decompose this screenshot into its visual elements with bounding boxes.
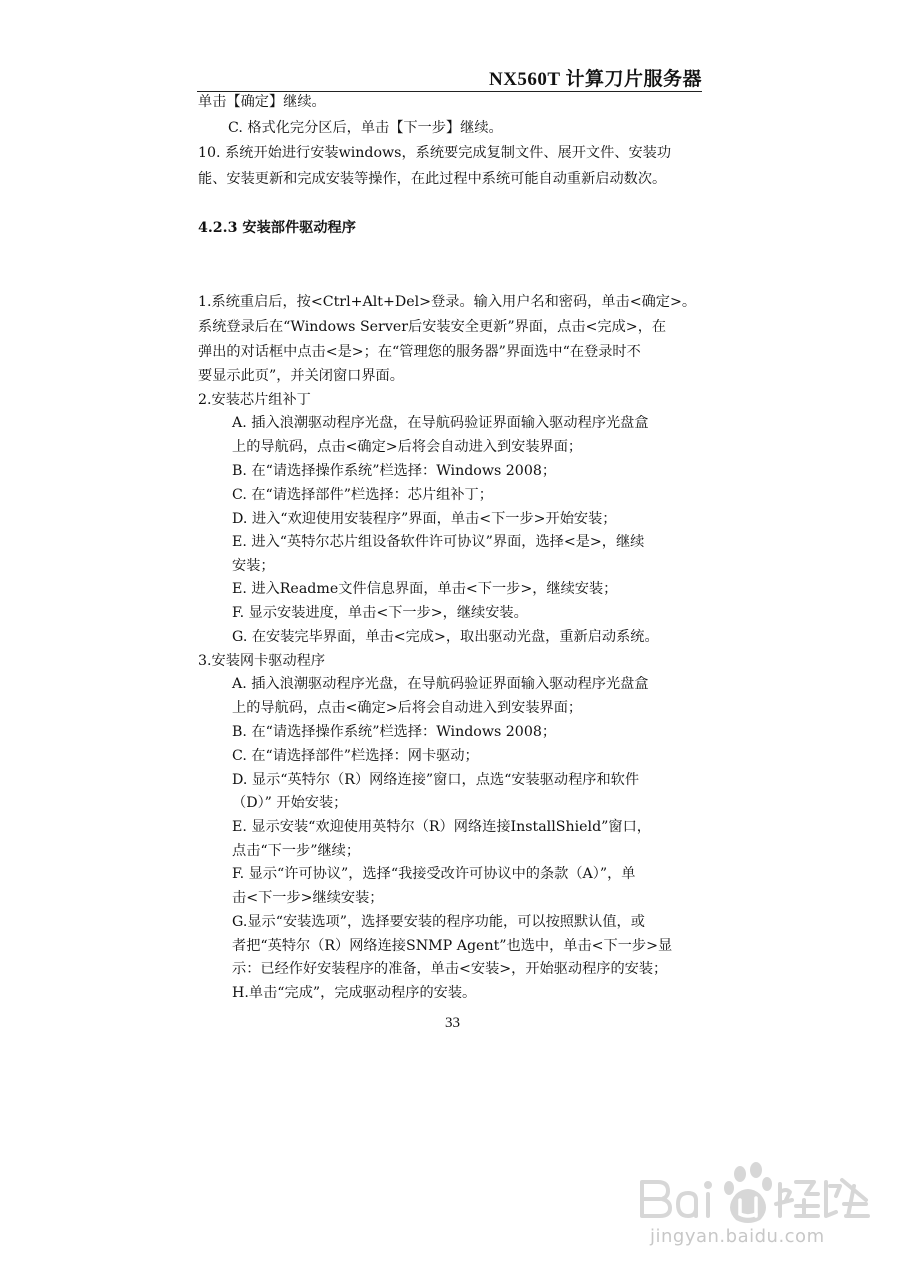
- text-line: F. 显示“许可协议”，选择“我接受改许可协议中的条款（A）”，单: [232, 866, 636, 882]
- text-line: 2.安装芯片组补丁: [198, 392, 311, 408]
- text-line: 上的导航码，点击<确定>后将会自动进入到安装界面；: [232, 700, 583, 716]
- text-line: 能、安装更新和完成安装等操作，在此过程中系统可能自动重新启动数次。: [198, 171, 667, 187]
- text-line: （D）” 开始安装；: [232, 795, 348, 811]
- text-line: E. 进入“英特尔芯片组设备软件许可协议”界面，选择<是>，继续: [232, 534, 645, 550]
- text-line: F. 显示安装进度，单击<下一步>，继续安装。: [232, 605, 528, 621]
- text-line: E. 进入Readme文件信息界面，单击<下一步>，继续安装；: [232, 581, 618, 597]
- section-heading: 4.2.3 安装部件驱动程序: [198, 220, 356, 236]
- header-rule: [197, 91, 702, 92]
- text-line: 安装；: [232, 558, 275, 574]
- text-line: D. 显示“英特尔（R）网络连接”窗口，点选“安装驱动程序和软件: [232, 772, 640, 788]
- text-line: 击<下一步>继续安装；: [232, 890, 384, 906]
- text-line: 单击【确定】继续。: [198, 94, 326, 110]
- text-line: D. 进入“欢迎使用安装程序”界面，单击<下一步>开始安装；: [232, 511, 617, 527]
- watermark-url: jingyan.baidu.com: [650, 1226, 825, 1247]
- text-line: B. 在“请选择操作系统”栏选择：Windows 2008；: [232, 463, 557, 479]
- text-line: 弹出的对话框中点击<是>；在“管理您的服务器”界面选中“在登录时不: [198, 344, 641, 360]
- text-line: C. 在“请选择部件”栏选择：网卡驱动；: [232, 748, 479, 764]
- text-line: G. 在安装完毕界面，单击<完成>，取出驱动光盘，重新启动系统。: [232, 629, 659, 645]
- text-line: 点击“下一步”继续；: [232, 843, 361, 859]
- baidu-jingyan-logo-icon: [636, 1160, 871, 1230]
- text-line: A. 插入浪潮驱动程序光盘，在导航码验证界面输入驱动程序光盘盒: [232, 415, 649, 431]
- text-line: 10. 系统开始进行安装windows，系统要完成复制文件、展开文件、安装功: [198, 145, 672, 161]
- text-line: 示：已经作好安装程序的准备，单击<安装>，开始驱动程序的安装；: [232, 961, 668, 977]
- text-line: C. 格式化完分区后，单击【下一步】继续。: [228, 120, 503, 136]
- text-line: B. 在“请选择操作系统”栏选择：Windows 2008；: [232, 724, 557, 740]
- text-line: E. 显示安装“欢迎使用英特尔（R）网络连接InstallShield”窗口，: [232, 819, 651, 835]
- text-line: 上的导航码，点击<确定>后将会自动进入到安装界面；: [232, 439, 583, 455]
- text-line: G.显示“安装选项”，选择要安装的程序功能，可以按照默认值，或: [232, 914, 645, 930]
- text-line: A. 插入浪潮驱动程序光盘，在导航码验证界面输入驱动程序光盘盒: [232, 676, 649, 692]
- header-title: NX560T 计算刀片服务器: [488, 69, 702, 90]
- text-line: 者把“英特尔（R）网络连接SNMP Agent”也选中，单击<下一步>显: [232, 938, 673, 954]
- watermark: [636, 1148, 871, 1258]
- text-line: 3.安装网卡驱动程序: [198, 653, 326, 669]
- text-line: 1.系统重启后，按<Ctrl+Alt+Del>登录。输入用户名和密码，单击<确定>。: [198, 294, 697, 310]
- page-number: 33: [445, 1015, 460, 1031]
- text-line: 要显示此页”，并关闭窗口界面。: [198, 368, 404, 384]
- text-line: 系统登录后在“Windows Server后安装安全更新”界面，点击<完成>，在: [198, 319, 667, 335]
- text-line: H.单击“完成”，完成驱动程序的安装。: [232, 985, 477, 1001]
- text-line: C. 在“请选择部件”栏选择：芯片组补丁；: [232, 487, 493, 503]
